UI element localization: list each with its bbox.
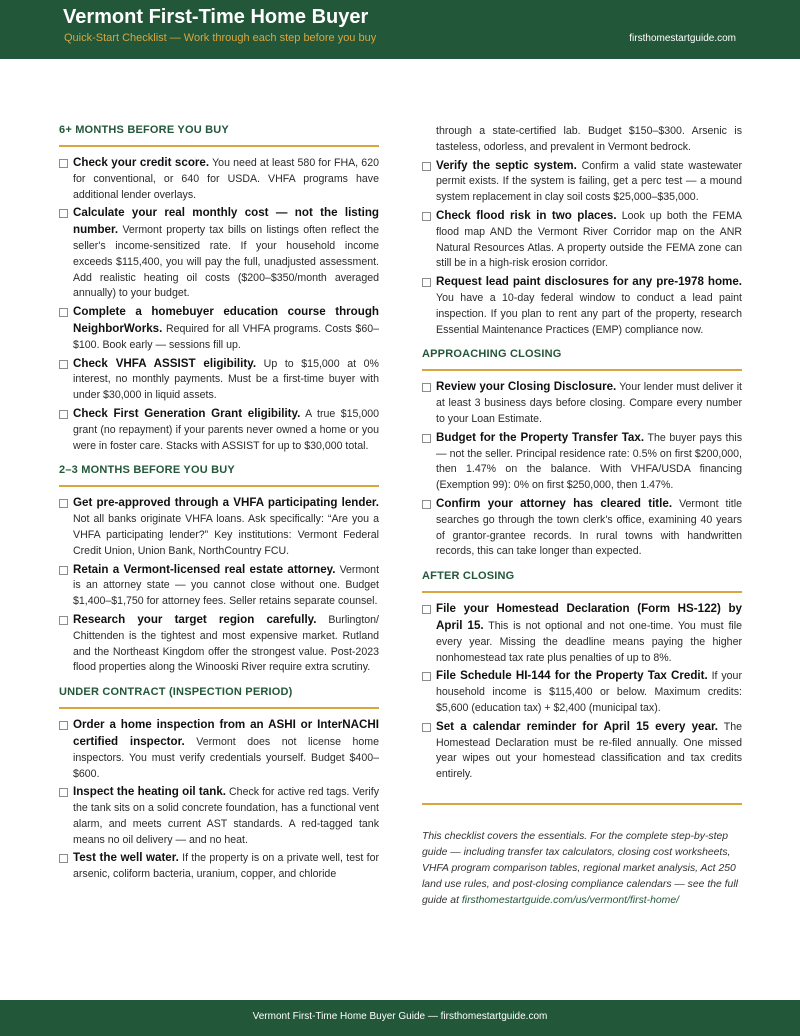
section-heading-approaching-closing: APPROACHING CLOSING	[422, 348, 742, 371]
closing-divider	[422, 803, 742, 805]
checkbox[interactable]	[59, 159, 68, 168]
checklist-item[interactable]	[422, 274, 742, 338]
right-column	[422, 124, 742, 909]
checklist-item-title: Set a calendar reminder for April 15 every year.	[436, 719, 719, 733]
section-heading-two-three-months: 2–3 MONTHS BEFORE YOU BUY	[59, 464, 379, 487]
checkbox[interactable]	[59, 788, 68, 797]
checklist-item-text: Check your credit score. You need at least 580 for FHA, 620 for conventional, or 640 for USDA. VHFA programs have additional lender overlays.	[73, 156, 379, 201]
checklist-item[interactable]	[59, 356, 379, 404]
checklist-item-text: Request lead paint disclosures for any pre-1978 home. You have a 10-day federal window to conduct a lead paint inspection. If you plan to rent any part of the property, research Essential Maintenance Practices (EMP) compliance now.	[436, 275, 742, 336]
checklist-item-title: Inspect the heating oil tank.	[73, 785, 226, 799]
checklist-item[interactable]	[422, 208, 742, 272]
checklist-item-title: Retain a Vermont-licensed real estate attorney.	[73, 562, 336, 576]
page-subtitle: Quick-Start Checklist — Work through each step before you buy	[64, 32, 377, 44]
checklist-item-title: Check flood risk in two places.	[436, 208, 617, 222]
checklist-item[interactable]	[59, 612, 379, 676]
checklist-item-title: Budget for the Property Transfer Tax.	[436, 430, 645, 444]
checklist-item-title: Order a home inspection from an ASHI or InterNACHI certified inspector.	[73, 718, 379, 748]
closing-note: This checklist covers the essentials. For the complete step-by-step guide — including transfer tax calculators, closing cost worksheets, VHFA program comparison tables, regional market analysis, Act 250 land use rules, and post-closing compliance calendars — see the full guide at firsthomestartguide.com/us/vermont/first-home/	[422, 830, 738, 906]
checklist-item[interactable]	[59, 784, 379, 848]
checkbox[interactable]	[59, 209, 68, 218]
guide-link[interactable]: firsthomestartguide.com/us/vermont/first-home/	[461, 894, 679, 906]
checklist-item-text: Set a calendar reminder for April 15 every year. The Homestead Declaration must be re-filed annually. One missed year wipes out your homestead classification and tax credits entirely.	[436, 719, 742, 781]
checklist-item-continuation: through a state-certified lab. Budget $150–$300. Arsenic is tasteless, odorless, and prevalent in Vermont bedrock.	[436, 125, 742, 153]
checklist-item-text: Check VHFA ASSIST eligibility. Up to $15,000 at 0% interest, no monthly payments. Must be a first-time buyer with under $30,000 in liquid assets.	[73, 356, 379, 402]
checkbox[interactable]	[59, 566, 68, 575]
checklist-item[interactable]	[422, 719, 742, 783]
checklist-item[interactable]	[422, 158, 742, 206]
checklist-item-text: File Schedule HI-144 for the Property Tax Credit. If your household income is $115,400 or below. Maximum credits: $5,600 (education tax) + $2,400 (municipal tax).	[436, 669, 742, 714]
checklist-item[interactable]	[59, 406, 379, 454]
checkbox[interactable]	[422, 500, 431, 509]
checklist-item-title: Check VHFA ASSIST eligibility.	[73, 356, 257, 370]
checklist-item-text: Verify the septic system. Confirm a valid state wastewater permit exists. If the system is failing, get a perc test — a mound system replacement in clay soil costs $25,000–$35,000.	[436, 158, 742, 204]
page-footer	[0, 1000, 800, 1036]
checklist-item-title: Calculate your real monthly cost — not the listing number.	[73, 206, 379, 237]
checklist-item[interactable]	[422, 430, 742, 494]
checklist-item[interactable]	[59, 717, 379, 782]
checkbox[interactable]	[59, 616, 68, 625]
checkbox[interactable]	[59, 360, 68, 369]
checklist-item-text: Review your Closing Disclosure. Your lender must deliver it at least 3 business days before closing. Compare every number to your Loan Estimate.	[436, 380, 742, 425]
checklist-item-title: Test the well water.	[73, 851, 179, 865]
checklist-item-title: Check First Generation Grant eligibility.	[73, 406, 301, 420]
checklist-item-title: File your Homestead Declaration (Form HS-122) by April 15.	[436, 602, 742, 632]
checklist-item[interactable]	[422, 496, 742, 560]
checklist-item-title: Review your Closing Disclosure.	[436, 380, 617, 394]
checklist-item[interactable]	[422, 668, 742, 716]
checklist-item-text: Calculate your real monthly cost — not the listing number. Vermont property tax bills on listings often reflect the seller's income-sensitized rate. If your household income exceeds $115,400, you will pay the full, unadjusted assessment. Add realistic heating oil costs ($200–$350/month averaged annually) to your budget.	[73, 206, 379, 300]
checklist-item-text: Inspect the heating oil tank. Check for active red tags. Verify the tank sits on a solid concrete foundation, has a functional vent alarm, and meets current AST standards. A red-tagged tank means no oil delivery — and no heat.	[73, 785, 379, 846]
checklist-item[interactable]	[59, 155, 379, 203]
checklist-item-text: Complete a homebuyer education course through NeighborWorks. Required for all VHFA programs. Costs $60–$100. Book early — sessions fill up.	[73, 305, 380, 351]
checklist-item-text: File your Homestead Declaration (Form HS-122) by April 15. This is not optional and not one-time. You must file every year. Missing the deadline means paying the higher nonhomestead tax rate plus penalties of up to 8%.	[436, 602, 742, 664]
checkbox[interactable]	[422, 278, 431, 287]
checklist-item-title: Check your credit score.	[73, 156, 210, 169]
checkbox[interactable]	[59, 308, 68, 317]
checklist-item[interactable]	[59, 562, 379, 610]
checkbox[interactable]	[59, 854, 68, 863]
page-title: Vermont First-Time Home Buyer	[63, 6, 369, 28]
checkbox[interactable]	[59, 721, 68, 730]
checkbox[interactable]	[422, 672, 431, 681]
checklist-item-title: Request lead paint disclosures for any pre-1978 home.	[436, 275, 742, 289]
checklist-item-title: Research your target region carefully.	[73, 612, 317, 626]
checklist-item-text: Check First Generation Grant eligibility. A true $15,000 grant (no repayment) if your parents never owned a home or you were in foster care. Stacks with ASSIST for up to $30,000 total.	[73, 406, 379, 452]
checklist-item[interactable]	[59, 495, 379, 559]
checklist-item-text: Retain a Vermont-licensed real estate attorney. Vermont is an attorney state — you cannot close without one. Budget $1,400–$1,750 for attorney fees. Seller retains separate counsel.	[73, 562, 380, 608]
left-column	[59, 124, 379, 885]
checklist-item-title: Verify the septic system.	[436, 158, 577, 172]
section-heading-under-contract: UNDER CONTRACT (INSPECTION PERIOD)	[59, 686, 379, 709]
checklist-item-text: Check flood risk in two places. Look up both the FEMA flood map AND the Vermont River Corridor map on the ANR Natural Resources Atlas. A property outside the FEMA zone can still be in a high-risk erosion corridor.	[436, 208, 742, 270]
checkbox[interactable]	[59, 410, 68, 419]
checklist-item-text: Research your target region carefully. Burlington/ Chittenden is the tightest and most expensive market. Rutland and the Northeast Kingdom offer the strongest value. Post-2023 flood properties along the Winooski River require extra scrutiny.	[73, 612, 379, 674]
checklist-item-text: Test the well water. If the property is on a private well, test for arsenic, coliform bacteria, uranium, copper, and chloride	[73, 851, 380, 881]
checklist-item[interactable]	[59, 850, 379, 883]
checklist-item-text: Get pre-approved through a VHFA participating lender. Not all banks originate VHFA loans. Ask specifically: “Are you a VHFA participating lender?” Key institutions: Vermont Federal Credit Union, Union Bank, NorthCountry FCU.	[73, 496, 379, 557]
section-heading-six-months: 6+ MONTHS BEFORE YOU BUY	[59, 124, 379, 147]
checkbox[interactable]	[422, 383, 431, 392]
checklist-item-title: File Schedule HI-144 for the Property Tax Credit.	[436, 669, 708, 683]
checkbox[interactable]	[422, 605, 431, 614]
checkbox[interactable]	[422, 434, 431, 443]
checklist-item-title: Confirm your attorney has cleared title.	[436, 496, 673, 510]
checklist-item-text: Order a home inspection from an ASHI or InterNACHI certified inspector. Vermont does not license home inspectors. You must verify credentials yourself. Budget $400–$600.	[73, 718, 379, 780]
checkbox[interactable]	[422, 162, 431, 171]
checklist-item[interactable]	[422, 379, 742, 427]
section-heading-after-closing: AFTER CLOSING	[422, 570, 742, 593]
checklist-item[interactable]	[422, 601, 742, 666]
checklist-item-title: Get pre-approved through a VHFA participating lender.	[73, 496, 379, 510]
checkbox[interactable]	[59, 499, 68, 508]
footer-text: Vermont First-Time Home Buyer Guide — firsthomestartguide.com	[252, 1011, 548, 1022]
checklist-item[interactable]	[59, 205, 379, 302]
page-header	[0, 0, 800, 59]
checklist-item-text: Confirm your attorney has cleared title. Vermont title searches go through the town clerk's office, examining 40 years of grantor-grantee records. In rural towns with handwritten records, this can take longer than expected.	[436, 496, 742, 558]
checkbox[interactable]	[422, 723, 431, 732]
checklist-item-title: Complete a homebuyer education course through NeighborWorks.	[73, 305, 379, 335]
checklist-item[interactable]	[59, 304, 379, 353]
checklist-item-text: Budget for the Property Transfer Tax. The buyer pays this — not the seller. Principal residence rate: 0.5% on first $200,000, then 1.47% on the balance. With VHFA/USDA financing (Exemption 99): 0% on first $250,000, then 1.47%.	[436, 430, 742, 492]
header-site-link[interactable]: firsthomestartguide.com	[629, 33, 736, 44]
checkbox[interactable]	[422, 212, 431, 221]
